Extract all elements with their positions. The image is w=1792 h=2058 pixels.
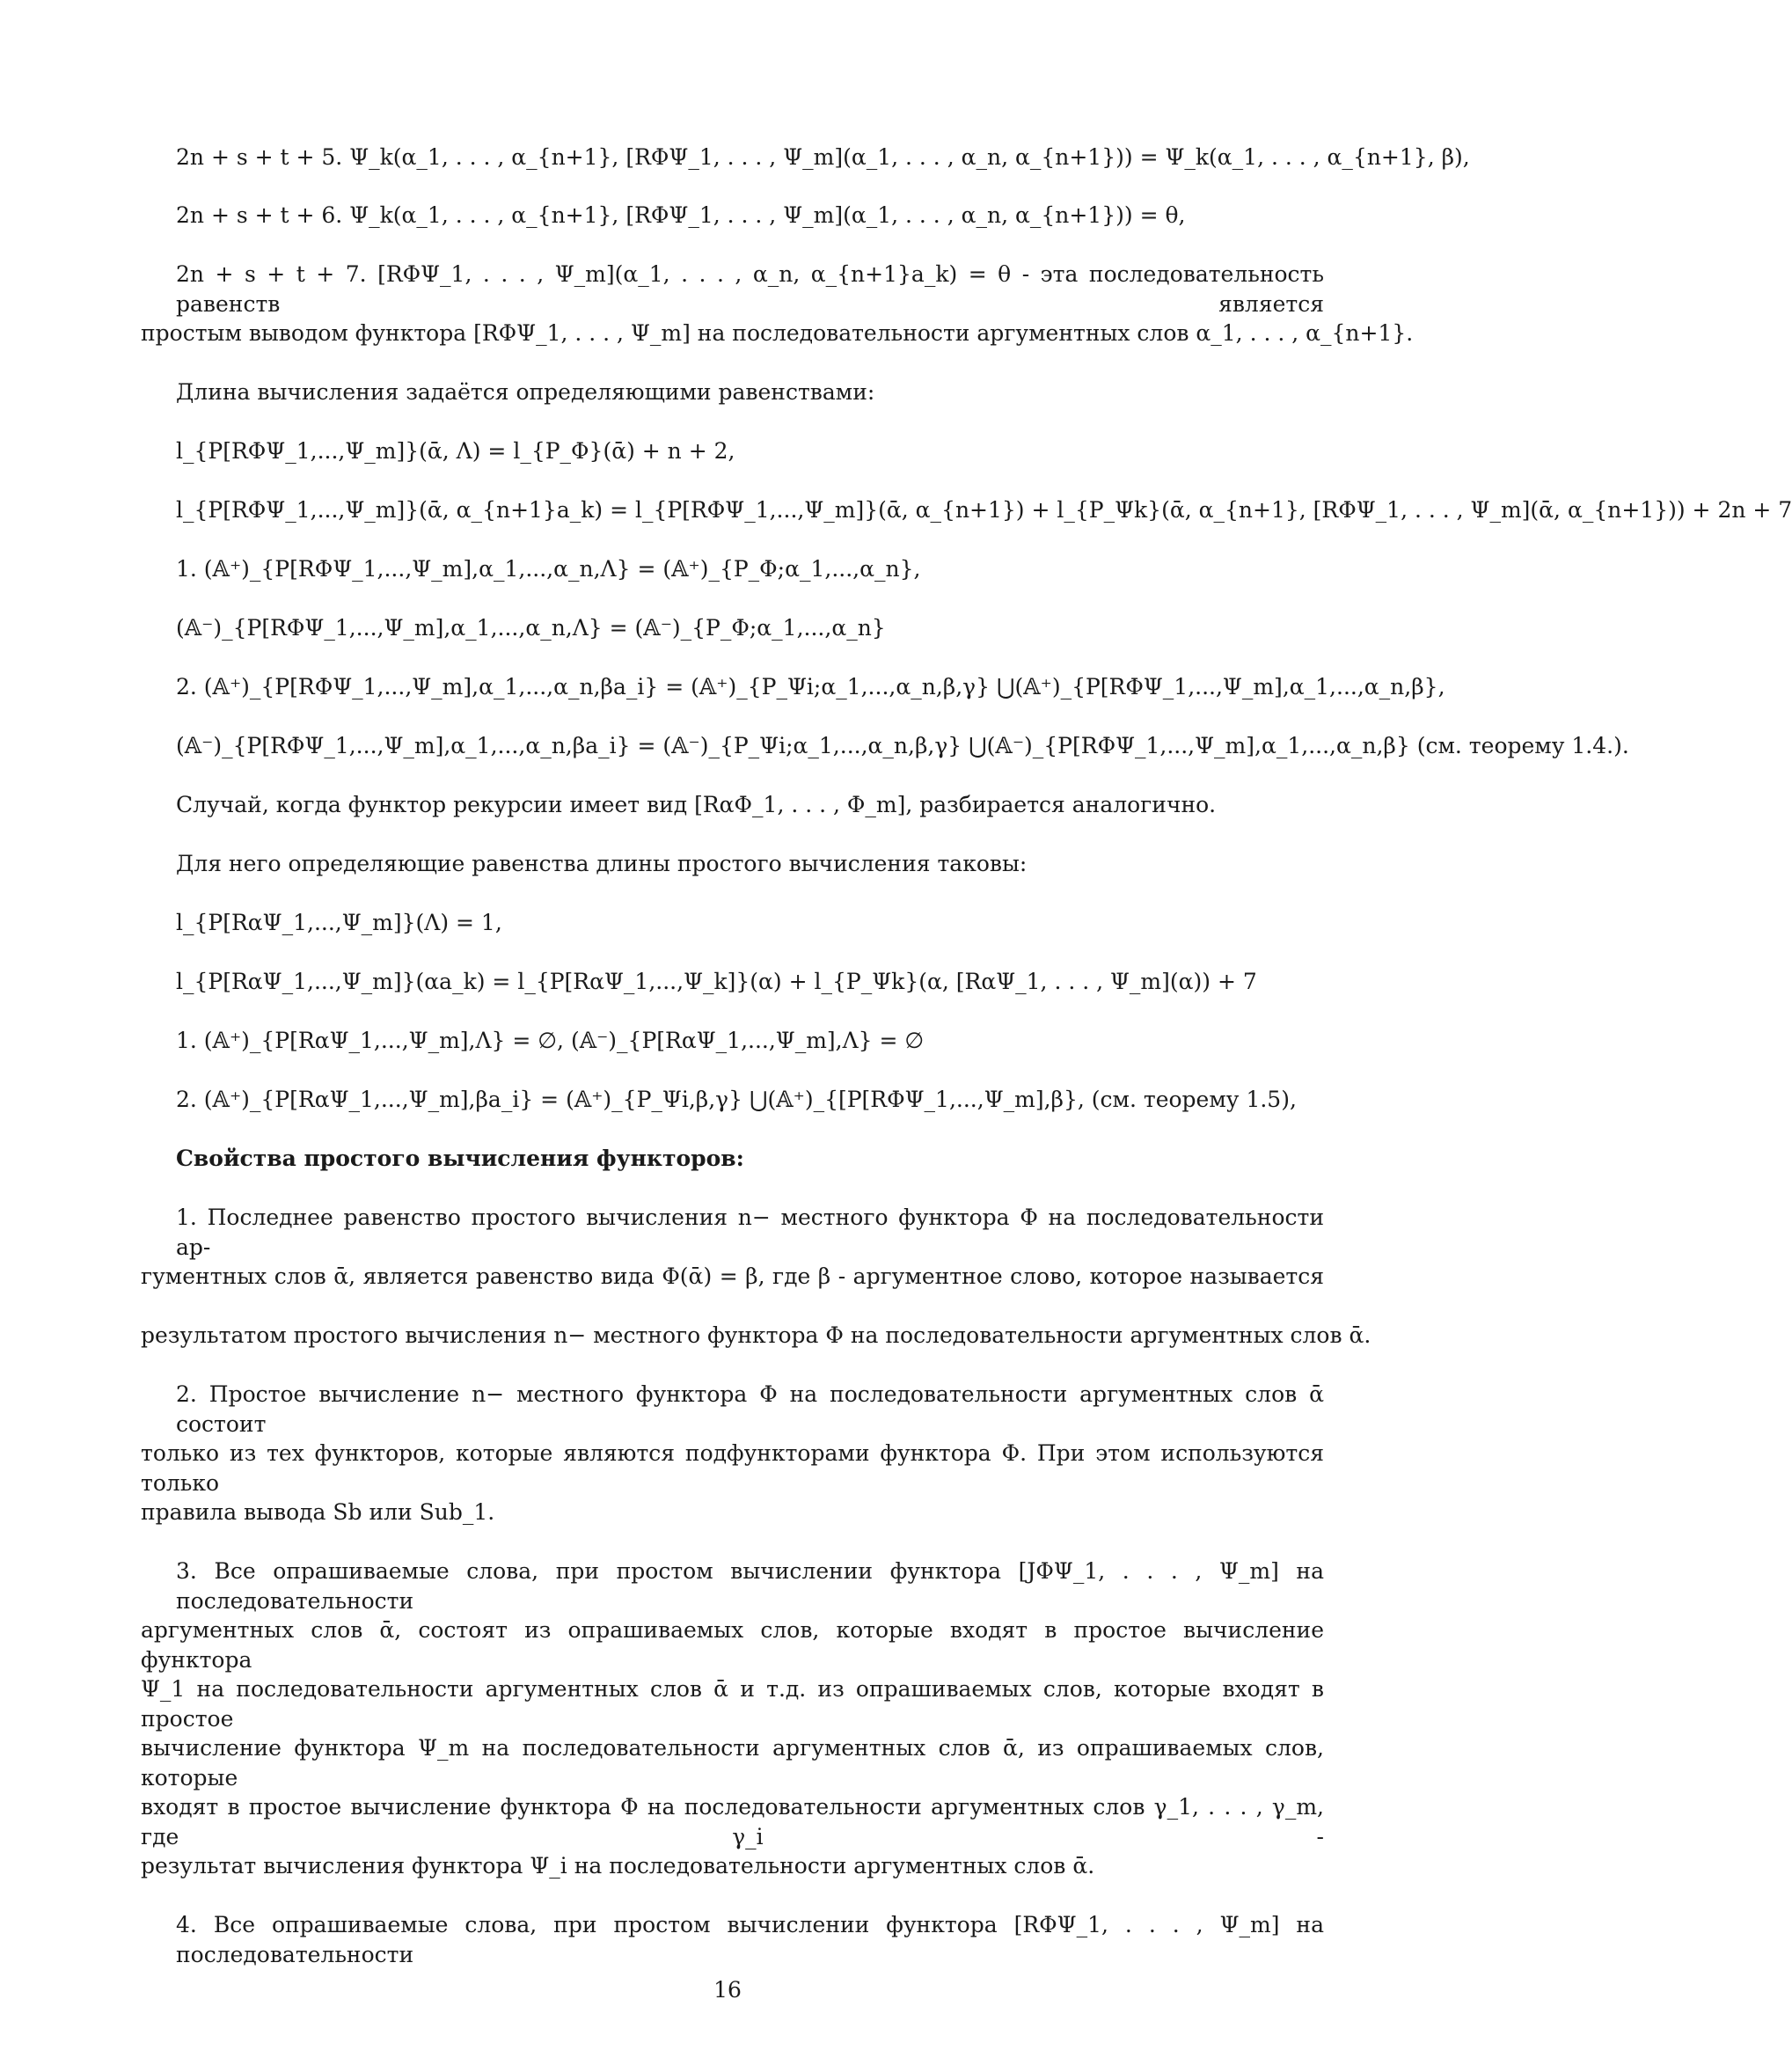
paragraph-line: Длина вычисления задаётся определяющими равенствами: xyxy=(176,379,875,405)
page-number: 16 xyxy=(713,1977,742,2003)
equation-line: 2. (𝔸⁺)_{P[RΦΨ_1,...,Ψ_m],α_1,...,α_n,βa_i} = (𝔸⁺)_{P_Ψi;α_1,...,α_n,β,γ} ⋃(𝔸⁺)_{P[RΦΨ_1,...,Ψ_m],α_1,...,α_n,β}, xyxy=(176,674,1445,699)
paragraph-line: правила вывода Sb или Sub_1. xyxy=(141,1499,495,1525)
paragraph-line: только из тех функторов, которые являются подфункторами функтора Φ. При этом используются только xyxy=(141,1440,1324,1496)
section-heading: Свойства простого вычисления функторов: xyxy=(176,1146,744,1171)
paragraph-line: 4. Все опрашиваемые слова, при простом вычислении функтора [RΦΨ_1, . . . , Ψ_m] на последовательности xyxy=(176,1912,1324,1967)
equation-line: 1. (𝔸⁺)_{P[RΦΨ_1,...,Ψ_m],α_1,...,α_n,Λ} = (𝔸⁺)_{P_Φ;α_1,...,α_n}, xyxy=(176,556,921,582)
equation-line: (𝔸⁻)_{P[RΦΨ_1,...,Ψ_m],α_1,...,α_n,Λ} = (𝔸⁻)_{P_Φ;α_1,...,α_n} xyxy=(176,615,886,641)
paragraph-line: Ψ_1 на последовательности аргументных слов ᾱ и т.д. из опрашиваемых слов, которые входят в простое xyxy=(141,1676,1324,1732)
equation-line: 1. (𝔸⁺)_{P[RαΨ_1,...,Ψ_m],Λ} = ∅, (𝔸⁻)_{P[RαΨ_1,...,Ψ_m],Λ} = ∅ xyxy=(176,1028,925,1053)
equation-line: l_{P[RΦΨ_1,...,Ψ_m]}(ᾱ, Λ) = l_{P_Φ}(ᾱ) + n + 2, xyxy=(176,438,735,464)
equation-line: l_{P[RαΨ_1,...,Ψ_m]}(Λ) = 1, xyxy=(176,910,502,935)
paragraph-line: результатом простого вычисления n− местного функтора Φ на последовательности аргументных слов ᾱ. xyxy=(141,1322,1371,1348)
equation-line: 2n + s + t + 6. Ψ_k(α_1, . . . , α_{n+1}, [RΦΨ_1, . . . , Ψ_m](α_1, . . . , α_n, α_{n+1})) = θ, xyxy=(176,202,1186,228)
equation-line: 2n + s + t + 5. Ψ_k(α_1, . . . , α_{n+1}, [RΦΨ_1, . . . , Ψ_m](α_1, . . . , α_n, α_{n+1})) = Ψ_k(α_1, . . . , α_{n+1}, β), xyxy=(176,144,1470,170)
paragraph-line: результат вычисления функтора Ψ_i на последовательности аргументных слов ᾱ. xyxy=(141,1853,1095,1879)
paragraph-line: Случай, когда функтор рекурсии имеет вид [RαΦ_1, . . . , Φ_m], разбирается аналогично. xyxy=(176,792,1217,817)
paragraph-line: вычисление функтора Ψ_m на последовательности аргументных слов ᾱ, из опрашиваемых слов, которые xyxy=(141,1735,1324,1791)
paragraph-line: 1. Последнее равенство простого вычисления n− местного функтора Φ на последовательности ар- xyxy=(176,1205,1324,1260)
equation-line: 2. (𝔸⁺)_{P[RαΨ_1,...,Ψ_m],βa_i} = (𝔸⁺)_{P_Ψi,β,γ} ⋃(𝔸⁺)_{[P[RΦΨ_1,...,Ψ_m],β}, (см. теорему 1.5), xyxy=(176,1087,1297,1112)
equation-line: (𝔸⁻)_{P[RΦΨ_1,...,Ψ_m],α_1,...,α_n,βa_i} = (𝔸⁻)_{P_Ψi;α_1,...,α_n,β,γ} ⋃(𝔸⁻)_{P[RΦΨ_1,...,Ψ_m],α_1,...,α_n,β} (см. теорему 1.4.). xyxy=(176,733,1629,758)
paragraph-line: 2. Простое вычисление n− местного функтора Φ на последовательности аргументных слов ᾱ состоит xyxy=(176,1381,1324,1437)
paragraph-line: аргументных слов ᾱ, состоят из опрашиваемых слов, которые входят в простое вычисление функтора xyxy=(141,1617,1324,1673)
paragraph-line: 3. Все опрашиваемые слова, при простом вычислении функтора [JΦΨ_1, . . . , Ψ_m] на последовательности xyxy=(176,1558,1324,1614)
paragraph-line: Для него определяющие равенства длины простого вычисления таковы: xyxy=(176,851,1028,876)
paragraph-line: входят в простое вычисление функтора Φ на последовательности аргументных слов γ_1, . . . , γ_m, где γ_i - xyxy=(141,1794,1324,1849)
equation-line: 2n + s + t + 7. [RΦΨ_1, . . . , Ψ_m](α_1, . . . , α_n, α_{n+1}a_k) = θ - эта последовательность равенств является xyxy=(176,261,1324,317)
paragraph-line: гументных слов ᾱ, является равенство вида Φ(ᾱ) = β, где β - аргументное слово, которое называется xyxy=(141,1263,1324,1289)
equation-line: l_{P[RαΨ_1,...,Ψ_m]}(αa_k) = l_{P[RαΨ_1,...,Ψ_k]}(α) + l_{P_Ψk}(α, [RαΨ_1, . . . , Ψ_m](α)) + 7 xyxy=(176,969,1257,994)
paragraph-line: простым выводом функтора [RΦΨ_1, . . . , Ψ_m] на последовательности аргументных слов α_1, . . . , α_{n+1}. xyxy=(141,320,1414,346)
equation-line: l_{P[RΦΨ_1,...,Ψ_m]}(ᾱ, α_{n+1}a_k) = l_{P[RΦΨ_1,...,Ψ_m]}(ᾱ, α_{n+1}) + l_{P_Ψk}(ᾱ, α_{n+1}, [RΦΨ_1, . . . , Ψ_m](ᾱ, α_{n+1})) + 2n + 7 xyxy=(176,497,1792,523)
